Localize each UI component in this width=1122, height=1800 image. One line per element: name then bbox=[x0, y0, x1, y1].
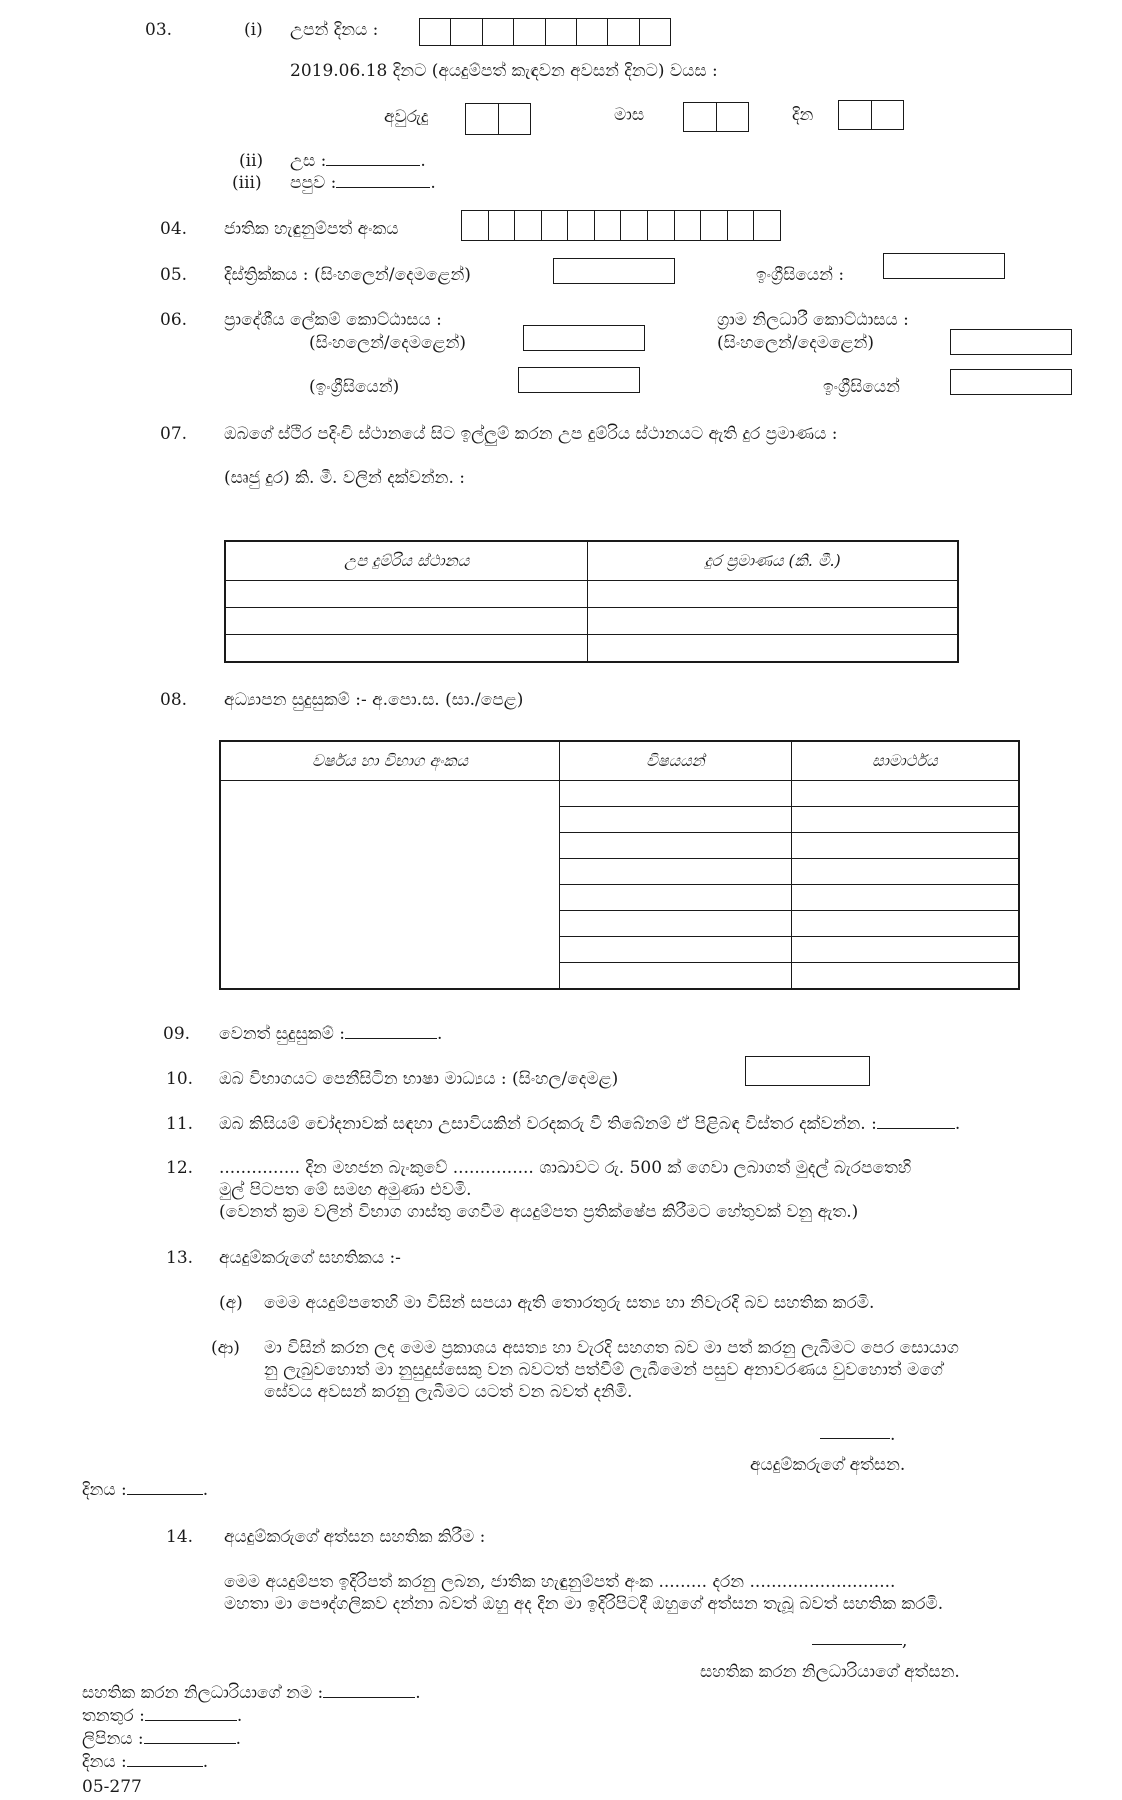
gn-division-sub: (සිංහලෙන්/දෙමළෙන්) bbox=[717, 333, 874, 353]
applicant-date-label: දිනය : bbox=[82, 1480, 127, 1500]
gn-division-english-label: ඉංග්‍රීසියෙන් bbox=[823, 377, 900, 397]
applicant-date-field[interactable]: දිනය : . bbox=[82, 1480, 209, 1500]
age-months-label: මාස bbox=[614, 105, 645, 125]
officer-address-label: ලිපිනය : bbox=[82, 1729, 144, 1749]
dob-label: උපන් දිනය : bbox=[290, 20, 379, 40]
payment-line-2: මුල් පිටපත මේ සමඟ අමුණා එවමි. bbox=[219, 1180, 472, 1200]
certification-line-1: මෙම අයදුම්පත ඉදිරිපත් කරනු ලබන, ජාතික හැඳුනුම්පත් අංක ......... දරන ........................... bbox=[224, 1572, 896, 1592]
officer-date-blank[interactable] bbox=[127, 1754, 203, 1767]
distance-instruction: (සෘජු දුර) කි. මී. වලින් දක්වන්න. : bbox=[224, 468, 465, 488]
sub-item-i: (i) bbox=[244, 20, 263, 40]
age-days-label: දින bbox=[792, 105, 814, 125]
other-qualifications-label: වෙනත් සුදුසුකම් : bbox=[219, 1024, 345, 1044]
language-medium-box[interactable] bbox=[745, 1056, 870, 1086]
ds-division-english-box[interactable] bbox=[518, 367, 640, 393]
gn-division-english-box[interactable] bbox=[950, 369, 1072, 395]
table-cell[interactable] bbox=[560, 859, 792, 885]
height-label: උස : bbox=[290, 151, 327, 171]
dob-boxes[interactable] bbox=[419, 18, 671, 46]
ds-division-english-label: (ඉංග්‍රීසියෙන්) bbox=[309, 377, 400, 397]
gn-division-sinhala-box[interactable] bbox=[950, 329, 1072, 355]
height-field[interactable]: උස : . bbox=[290, 151, 426, 171]
convictions-blank[interactable] bbox=[877, 1116, 955, 1129]
table-cell[interactable] bbox=[588, 635, 958, 663]
declaration-a-text: මෙම අයදුම්පතෙහි මා විසින් සපයා ඇති තොරතුරු සත්‍ය හා නිවැරදි බව සහතික කරමි. bbox=[264, 1293, 875, 1313]
district-sinhala-box[interactable] bbox=[553, 258, 675, 284]
col-distance: දුර ප්‍රමාණය (කි. මී.) bbox=[588, 541, 958, 581]
other-qualifications-blank[interactable] bbox=[345, 1026, 437, 1039]
officer-name-label: සහතික කරන නිලධාරියාගේ නම : bbox=[82, 1683, 324, 1703]
item-number-04: 04. bbox=[160, 219, 188, 239]
item-number-03: 03. bbox=[145, 20, 173, 40]
item-number-09: 09. bbox=[163, 1024, 191, 1044]
declaration-a-label: (අ) bbox=[219, 1293, 243, 1313]
table-cell[interactable] bbox=[791, 859, 1019, 885]
table-header-row bbox=[225, 541, 958, 581]
district-english-box[interactable] bbox=[883, 253, 1005, 279]
applicant-signature-line[interactable] bbox=[820, 1438, 890, 1439]
item-number-06: 06. bbox=[160, 310, 188, 330]
qualifications-label: අධ්‍යාපන සුදුසුකම් :- අ.පො.ස. (සා./පෙළ) bbox=[224, 690, 524, 710]
col-year-index: වර්ෂය හා විභාග අංකය bbox=[220, 741, 560, 781]
item-number-07: 07. bbox=[160, 424, 188, 444]
item-number-12: 12. bbox=[166, 1158, 194, 1178]
ds-division-sinhala-box[interactable] bbox=[523, 325, 645, 351]
sub-item-iii: (iii) bbox=[232, 173, 262, 193]
declaration-b-label: (ආ) bbox=[211, 1338, 240, 1358]
table-cell[interactable] bbox=[588, 608, 958, 635]
distance-question: ඔබගේ ස්ථිර පදිංචි ස්ථානයේ සිට ඉල්ලුම් කරන උප දුම්රිය ස්ථානයට ඇති දුර ප්‍රමාණය : bbox=[224, 424, 838, 444]
distance-table bbox=[224, 540, 959, 663]
signature-certification-title: අයදුම්කරුගේ අත්සන සහතික කිරීම : bbox=[224, 1527, 486, 1547]
table-cell[interactable] bbox=[588, 581, 958, 608]
age-years-boxes[interactable] bbox=[465, 103, 531, 135]
col-subjects: විෂයයන් bbox=[560, 741, 792, 781]
chest-label: පපුව : bbox=[290, 173, 337, 193]
language-medium-label: ඔබ විභාගයට පෙනීසිටින භාෂා මාධ්‍යය : (සිංහල/දෙමළ) bbox=[219, 1069, 619, 1089]
col-sub-station: උප දුම්රිය ස්ථානය bbox=[225, 541, 588, 581]
signature-comma: , bbox=[902, 1631, 908, 1651]
table-cell[interactable] bbox=[791, 937, 1019, 963]
payment-line-1: ............... දින මහජන බැංකුවේ ............... ශාඛාවට රු. 500 ක් ගෙවා ලබාගත් මුදල් බැරපතෙහි bbox=[219, 1158, 912, 1178]
district-english-label: ඉංග්‍රීසියෙන් : bbox=[756, 265, 845, 285]
officer-address-blank[interactable] bbox=[144, 1731, 236, 1744]
applicant-signature-label: අයදුම්කරුගේ අත්සන. bbox=[750, 1455, 906, 1475]
table-cell[interactable] bbox=[791, 781, 1019, 807]
officer-position-label: තනතුර : bbox=[82, 1706, 145, 1726]
officer-name-field[interactable]: සහතික කරන නිලධාරියාගේ නම : . bbox=[82, 1683, 421, 1703]
table-cell[interactable] bbox=[560, 937, 792, 963]
table-row bbox=[225, 635, 958, 663]
applicant-date-blank[interactable] bbox=[127, 1482, 203, 1495]
declaration-b-line-3: සේවය අවසන් කරනු ලැබීමට යටත් වන බවත් දනිමි. bbox=[264, 1382, 633, 1402]
certification-line-2: මහතා මා පෞද්ගලිකව දන්නා බවත් ඔහු අද දින මා ඉදිරිපිටදී ඔහුගේ අත්සන තැබූ බවත් සහතික කරමි. bbox=[224, 1594, 944, 1614]
nic-boxes[interactable] bbox=[461, 210, 781, 241]
officer-signature-label: සහතික කරන නිලධාරියාගේ අත්සන. bbox=[700, 1662, 960, 1682]
table-cell[interactable] bbox=[225, 581, 588, 608]
table-cell[interactable] bbox=[560, 833, 792, 859]
page-code: 05-277 bbox=[82, 1777, 142, 1797]
table-header-row bbox=[220, 741, 1019, 781]
table-cell[interactable] bbox=[225, 635, 588, 663]
table-cell[interactable] bbox=[560, 885, 792, 911]
table-cell[interactable] bbox=[225, 608, 588, 635]
col-grades: සාමාර්ථය bbox=[791, 741, 1019, 781]
officer-date-label: දිනය : bbox=[82, 1752, 127, 1772]
item-number-13: 13. bbox=[166, 1248, 194, 1268]
table-cell[interactable] bbox=[560, 781, 792, 807]
age-months-boxes[interactable] bbox=[683, 102, 749, 132]
item-number-10: 10. bbox=[166, 1069, 194, 1089]
table-row bbox=[225, 608, 958, 635]
qualifications-table bbox=[219, 740, 1020, 990]
item-number-05: 05. bbox=[160, 265, 188, 285]
nic-label: ජාතික හැඳුනුම්පත් අංකය bbox=[224, 219, 399, 239]
item-number-11: 11. bbox=[166, 1114, 194, 1134]
chest-blank[interactable] bbox=[336, 175, 430, 188]
convictions-label: ඔබ කිසියම් චෝදනාවක් සඳහා උසාවියකින් වරදකරු වී තිබේනම් ඒ පිළිබඳ විස්තර දක්වන්න. : bbox=[219, 1114, 877, 1134]
declaration-b-line-2: නු ලැබුවහොත් මා නුසුදුස්සෙකු වන බවටත් පත්වීම් ලැබීමෙන් පසුව අනාවරණය වුවහොත් මගේ bbox=[264, 1360, 943, 1380]
district-label: දිස්ත්‍රික්කය : (සිංහලෙන්/දෙමළෙන්) bbox=[224, 265, 471, 285]
declaration-b-line-1: මා විසින් කරන ලද මෙම ප්‍රකාශය අසත්‍ය හා වැරදි සහගත බව මා පත් කරනු ලැබීමට පෙර සොයාග bbox=[264, 1338, 959, 1358]
convictions-field[interactable]: ඔබ කිසියම් චෝදනාවක් සඳහා උසාවියකින් වරදකරු වී තිබේනම් ඒ පිළිබඳ විස්තර දක්වන්න. : . bbox=[219, 1114, 961, 1134]
payment-note: (වෙනත් ක්‍රම වලින් විභාග ගාස්තු ගෙවීම අයදුම්පත ප්‍රතික්ෂේප කිරීමට හේතුවක් වනු ඇත.) bbox=[219, 1202, 859, 1222]
officer-position-field[interactable]: තනතුර : . bbox=[82, 1706, 243, 1726]
officer-signature-line[interactable] bbox=[812, 1644, 902, 1645]
year-index-cell[interactable] bbox=[220, 781, 560, 990]
chest-field[interactable]: පපුව : . bbox=[290, 173, 436, 193]
table-row bbox=[220, 781, 1019, 807]
table-cell[interactable] bbox=[560, 911, 792, 937]
officer-date-field[interactable]: දිනය : . bbox=[82, 1752, 209, 1772]
table-cell[interactable] bbox=[791, 833, 1019, 859]
table-cell[interactable] bbox=[791, 911, 1019, 937]
ds-division-sub: (සිංහලෙන්/දෙමළෙන්) bbox=[309, 333, 466, 353]
signature-dot: . bbox=[890, 1425, 896, 1445]
officer-name-blank[interactable] bbox=[323, 1685, 415, 1698]
table-cell[interactable] bbox=[791, 885, 1019, 911]
applicant-declaration-title: අයදුම්කරුගේ සහතිකය :- bbox=[219, 1248, 401, 1268]
age-days-boxes[interactable] bbox=[838, 100, 904, 130]
age-as-at-label: 2019.06.18 දිනට (අයදුම්පත් කැඳවන අවසන් දිනට) වයස : bbox=[290, 61, 718, 81]
table-cell[interactable] bbox=[560, 963, 792, 990]
gn-division-label: ග්‍රාම නිලධාරී කොට්ඨාසය : bbox=[717, 310, 909, 330]
officer-position-blank[interactable] bbox=[145, 1708, 237, 1721]
item-number-08: 08. bbox=[160, 690, 188, 710]
ds-division-label: ප්‍රාදේශීය ලේකම් කොට්ඨාසය : bbox=[224, 310, 442, 330]
height-blank[interactable] bbox=[326, 153, 420, 166]
table-cell[interactable] bbox=[791, 963, 1019, 990]
table-row bbox=[225, 581, 958, 608]
age-years-label: අවුරුදු bbox=[384, 107, 429, 127]
officer-address-field[interactable]: ලිපිනය : . bbox=[82, 1729, 242, 1749]
table-cell[interactable] bbox=[791, 807, 1019, 833]
table-cell[interactable] bbox=[560, 807, 792, 833]
sub-item-ii: (ii) bbox=[239, 151, 264, 171]
item-number-14: 14. bbox=[166, 1527, 194, 1547]
other-qualifications-field[interactable]: වෙනත් සුදුසුකම් : . bbox=[219, 1024, 443, 1044]
